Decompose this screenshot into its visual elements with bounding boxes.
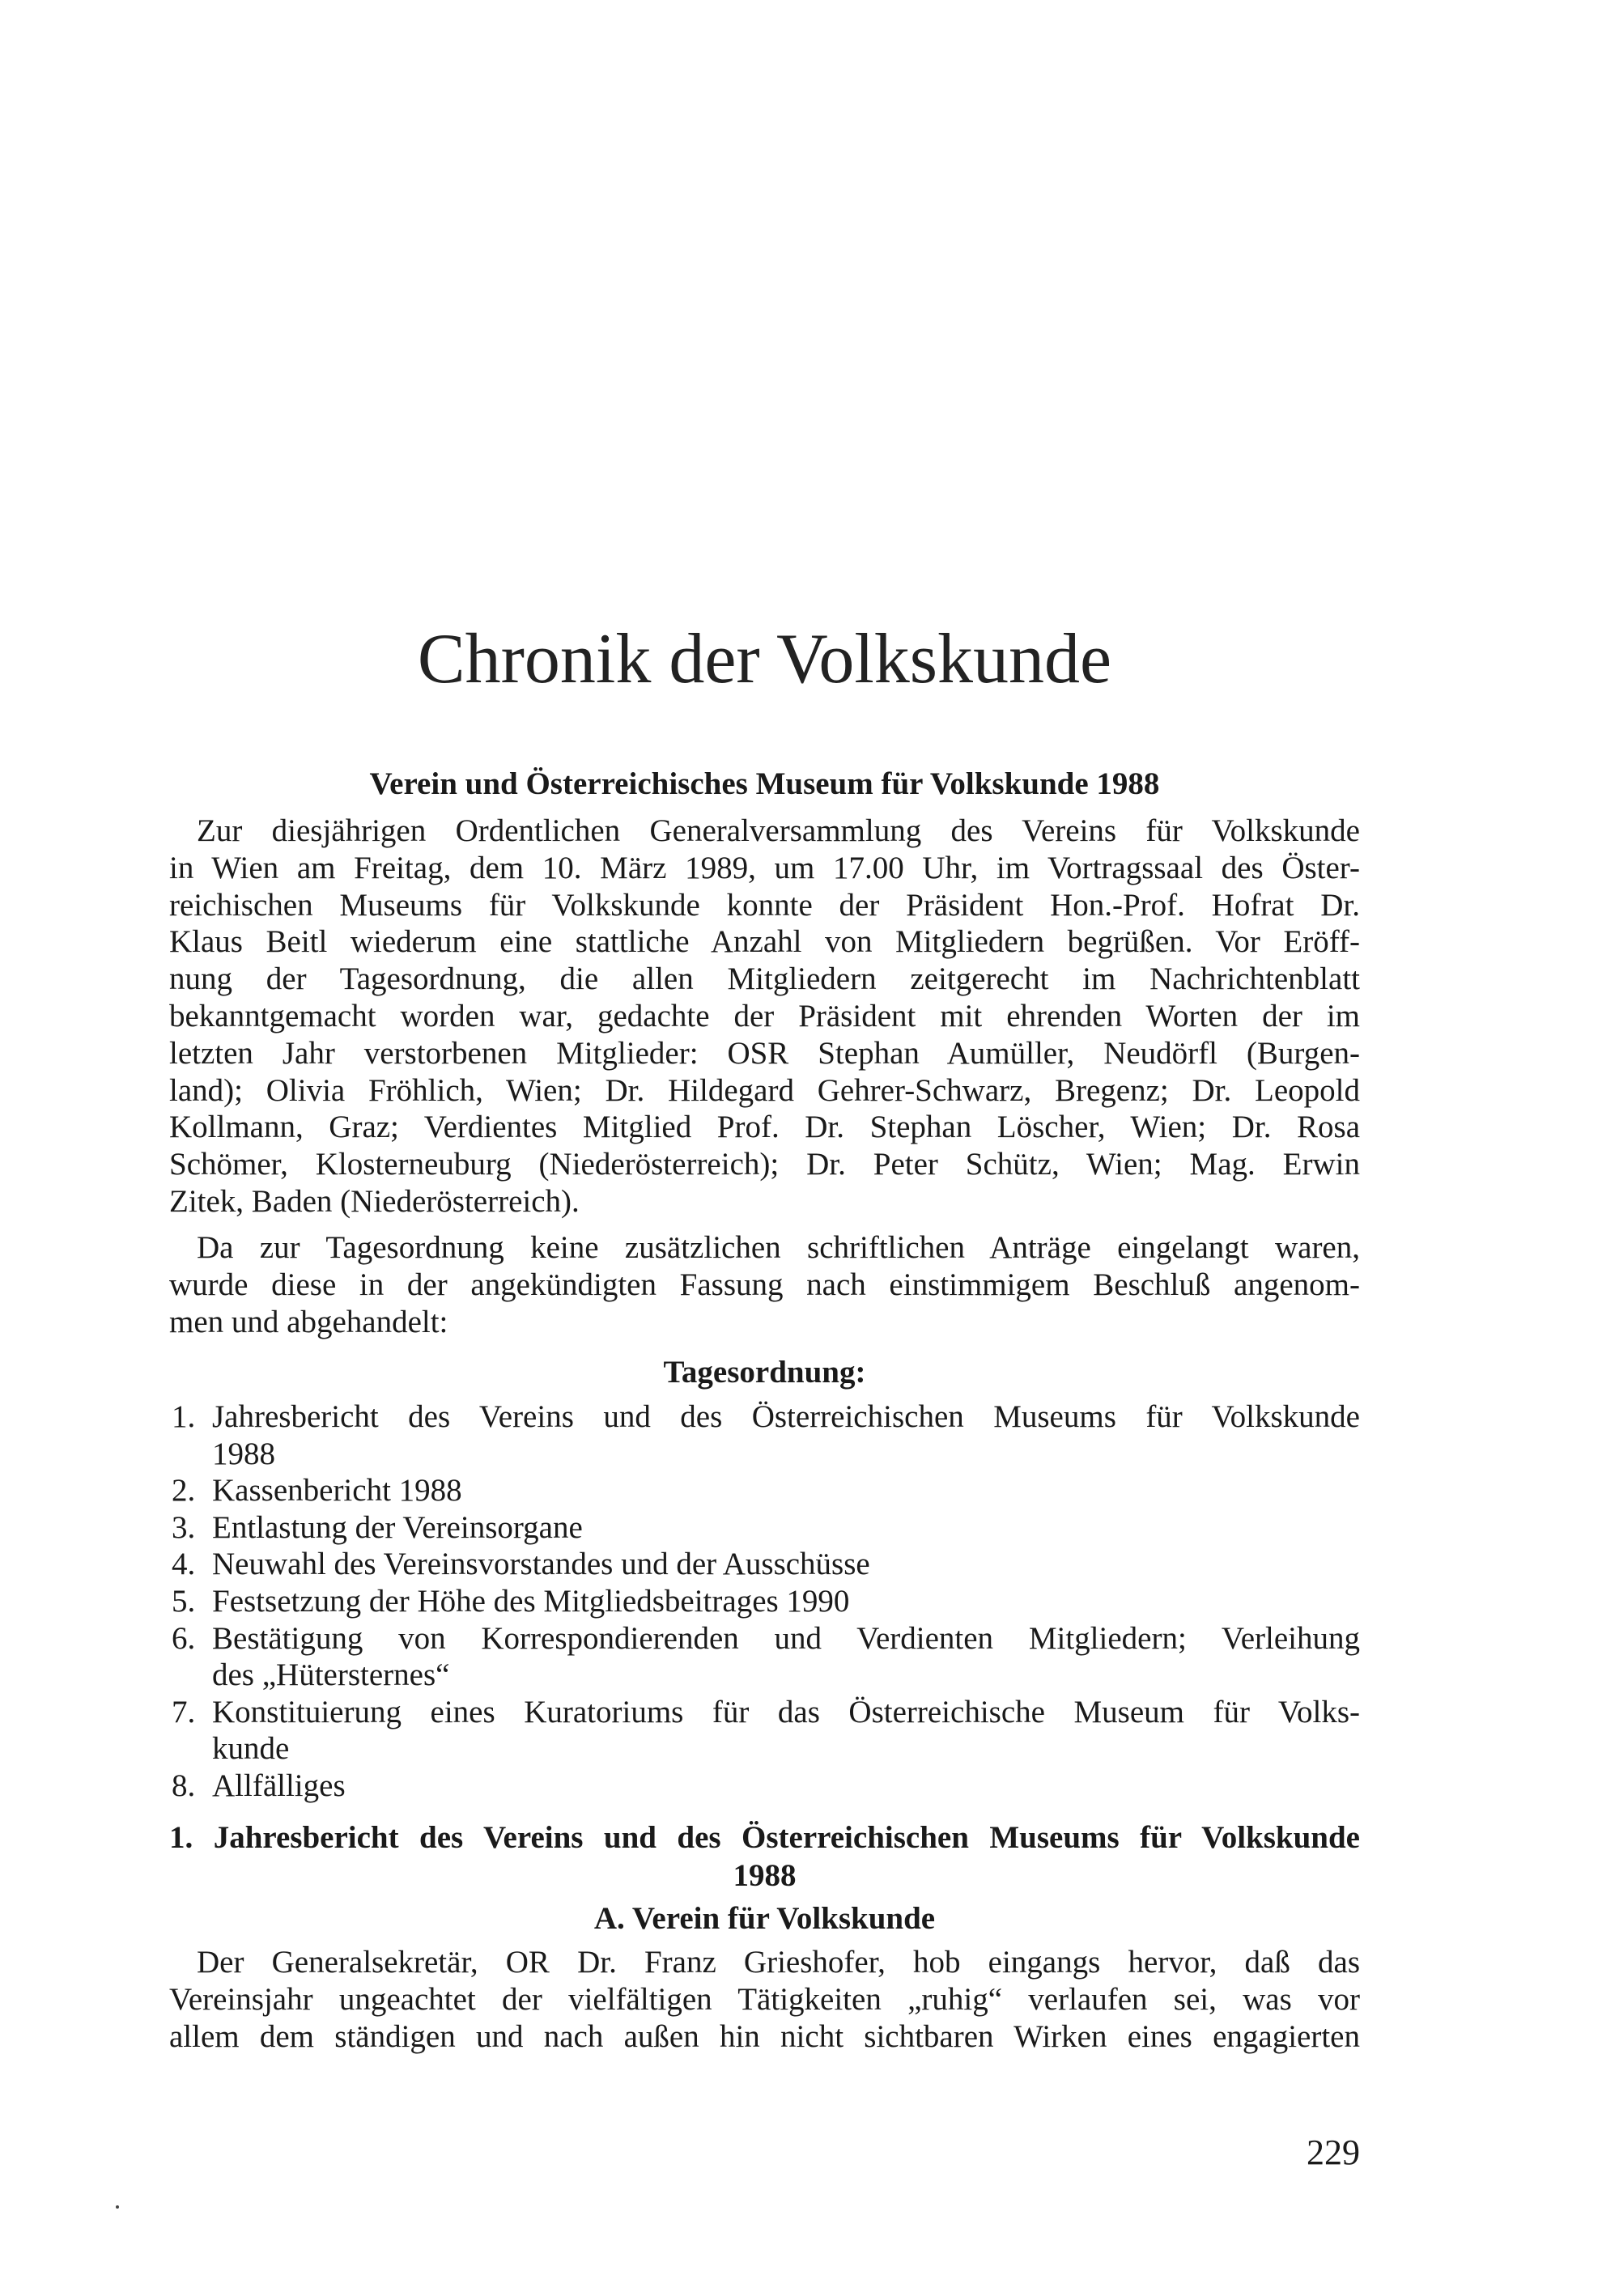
agenda-item: Neuwahl des Vereinsvorstandes und der Ausschüsse	[212, 1547, 870, 1582]
paragraph-line: Vereinsjahr ungeachtet der vielfältigen Tätigkeiten „ruhig“ verlaufen sei, was vor	[169, 1981, 1360, 2017]
agenda-item: Bestätigung von Korrespondierenden und Verdienten Mitgliedern; Verleihung	[212, 1620, 1360, 1656]
agenda-item: 1988	[212, 1436, 275, 1471]
agenda-item: kunde	[212, 1731, 290, 1767]
paragraph-line: Da zur Tagesordnung keine zusätzlichen schriftlichen Anträge eingelangt waren,	[197, 1230, 1360, 1265]
paragraph-line: Der Generalsekretär, OR Dr. Franz Grieshofer, hob eingangs hervor, daß das	[197, 1945, 1360, 1980]
section-heading: Verein und Österreichisches Museum für Volkskunde 1988	[369, 766, 1160, 801]
page-number: 229	[1307, 2133, 1360, 2172]
subsection-heading: A. Verein für Volkskunde	[593, 1901, 936, 1936]
agenda-item-number: 7.	[172, 1694, 196, 1729]
agenda-item-number: 1.	[172, 1399, 196, 1434]
paragraph-line: letzten Jahr verstorbenen Mitglieder: OSR Stephan Aumüller, Neudörfl (Burgen-	[169, 1035, 1360, 1071]
page-title: Chronik der Volkskunde	[417, 620, 1112, 698]
agenda-item: Konstituierung eines Kuratoriums für das Österreichische Museum für Volks-	[212, 1694, 1360, 1729]
paragraph-line: Kollmann, Graz; Verdientes Mitglied Prof. Dr. Stephan Löscher, Wien; Dr. Rosa	[169, 1110, 1360, 1145]
agenda-item-number: 5.	[172, 1584, 196, 1619]
paragraph-line: wurde diese in der angekündigten Fassung nach einstimmigem Beschluß angenom-	[169, 1267, 1360, 1302]
agenda-item: des „Hütersternes“	[212, 1657, 450, 1693]
agenda-item-number: 2.	[172, 1473, 196, 1509]
agenda-item: Festsetzung der Höhe des Mitgliedsbeitrages 1990	[212, 1584, 850, 1619]
agenda-item-number: 3.	[172, 1509, 196, 1545]
scan-speck	[116, 2205, 119, 2209]
agenda-item: Kassenbericht 1988	[212, 1473, 462, 1509]
agenda-item: Allfälliges	[212, 1768, 346, 1803]
paragraph-line: reichischen Museums für Volkskunde konnte der Präsident Hon.-Prof. Hofrat Dr.	[169, 887, 1360, 923]
agenda-item-number: 8.	[172, 1768, 196, 1803]
paragraph-line: Schömer, Klosterneuburg (Niederösterreich); Dr. Peter Schütz, Wien; Mag. Erwin	[169, 1147, 1360, 1182]
paragraph-line: Zur diesjährigen Ordentlichen Generalversammlung des Vereins für Volkskunde	[197, 813, 1360, 848]
paragraph-line: allem dem ständigen und nach außen hin nicht sichtbaren Wirken eines engagierten	[169, 2018, 1360, 2054]
paragraph-line: land); Olivia Fröhlich, Wien; Dr. Hildegard Gehrer-Schwarz, Bregenz; Dr. Leopold	[169, 1072, 1360, 1108]
report-heading: 1. Jahresbericht des Vereins und des Österreichischen Museums für Volkskunde	[169, 1820, 1360, 1855]
agenda-title: Tagesordnung:	[663, 1355, 866, 1390]
report-heading-year: 1988	[733, 1858, 797, 1893]
paragraph-line: in Wien am Freitag, dem 10. März 1989, um 17.00 Uhr, im Vortragssaal des Öster-	[169, 850, 1360, 885]
agenda-item-number: 4.	[172, 1547, 196, 1582]
paragraph-line: Zitek, Baden (Niederösterreich).	[169, 1184, 580, 1219]
paragraph-line: bekanntgemacht worden war, gedachte der Präsident mit ehrenden Worten der im	[169, 999, 1360, 1033]
agenda-item-number: 6.	[172, 1620, 196, 1656]
paragraph-line: nung der Tagesordnung, die allen Mitgliedern zeitgerecht im Nachrichtenblatt	[169, 961, 1360, 997]
agenda-item: Jahresbericht des Vereins und des Österreichischen Museums für Volkskunde	[212, 1399, 1360, 1434]
paragraph-line: Klaus Beitl wiederum eine stattliche Anzahl von Mitgliedern begrüßen. Vor Eröff-	[169, 924, 1360, 960]
paragraph-line: men und abgehandelt:	[169, 1304, 448, 1339]
agenda-item: Entlastung der Vereinsorgane	[212, 1509, 583, 1545]
